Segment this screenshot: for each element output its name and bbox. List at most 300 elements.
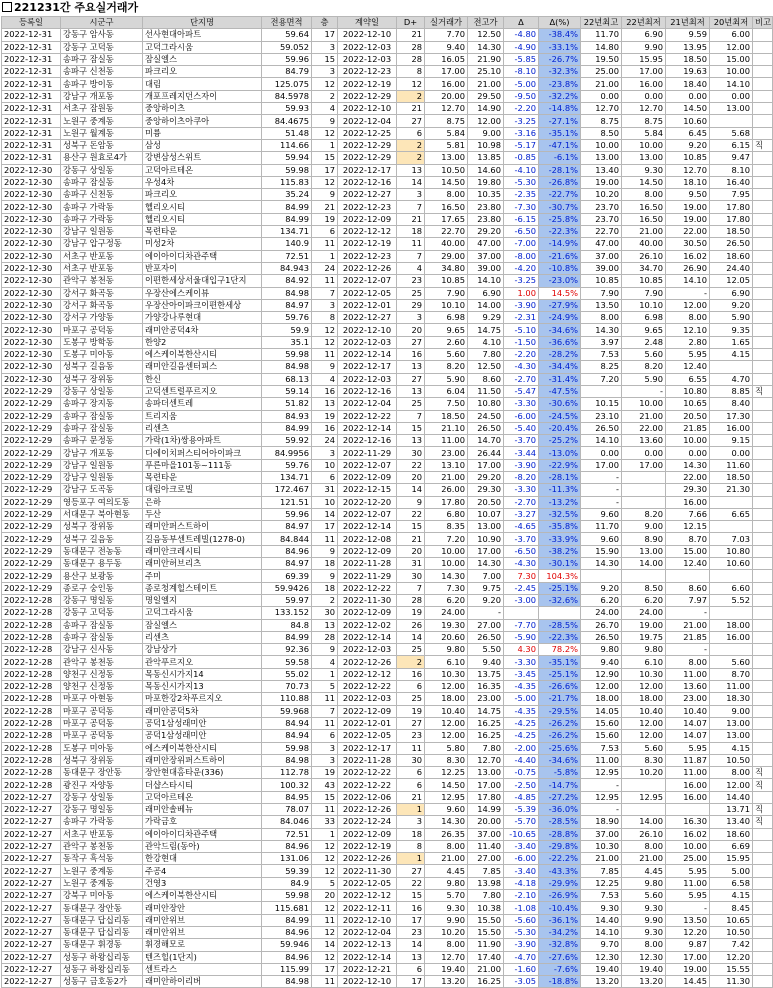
cell-low-21: 11.87 [666,754,710,766]
cell-high-22: 10.85 [581,275,622,287]
cell-low-22: 18.00 [622,693,666,705]
cell-delta-pct: -27.9% [539,299,581,311]
cell-district: 동작구 흑석동 [61,853,143,865]
cell-district: 송파구 잠실동 [61,53,143,65]
cell-area: 72.51 [262,828,312,840]
cell-delta-pct: -13.2% [539,496,581,508]
cell-delta: -5.10 [504,324,539,336]
cell-days: 27 [397,336,425,348]
cell-area: 59.98 [262,742,312,754]
cell-days: 9 [397,496,425,508]
cell-low-21: 12.00 [666,299,710,311]
cell-reg-date: 2022-12-30 [2,373,61,385]
cell-area: 84.99 [262,631,312,643]
cell-reg-date: 2022-12-29 [2,558,61,570]
cell-price: 6.10 [425,656,468,668]
cell-price: 40.00 [425,238,468,250]
cell-note: 직 [753,767,773,779]
cell-low-20: 6.60 [710,582,753,594]
cell-low-22: 16.50 [622,201,666,213]
cell-complex-name: 리센츠 [143,422,262,434]
cell-days: 26 [397,619,425,631]
cell-delta: -9.50 [504,90,539,102]
cell-delta: -2.20 [504,349,539,361]
cell-contract-date: 2022-12-03 [338,41,397,53]
cell-complex-name: 한강현대 [143,853,262,865]
cell-high-22: 11.70 [581,521,622,533]
cell-delta: -2.70 [504,373,539,385]
cell-district: 강북구 미아동 [61,890,143,902]
cell-low-21: 9.20 [666,139,710,151]
cell-complex-name: 래미안공덕4차 [143,324,262,336]
cell-delta: -2.20 [504,103,539,115]
cell-price: 10.20 [425,926,468,938]
cell-days: 14 [397,176,425,188]
table-row [2,496,773,508]
cell-delta: -1.60 [504,963,539,975]
cell-days: 27 [397,115,425,127]
table-row [2,250,773,262]
cell-low-20: 10.00 [710,66,753,78]
cell-district: 마포구 공덕동 [61,324,143,336]
cell-low-20: 15.55 [710,963,753,975]
cell-delta-pct: -25.2% [539,435,581,447]
cell-low-20: 5.00 [710,865,753,877]
cell-low-20: 10.65 [710,914,753,926]
cell-high-22: 12.30 [581,951,622,963]
cell-low-20: 7.03 [710,533,753,545]
cell-low-20: 12.00 [710,779,753,791]
cell-area: 112.78 [262,767,312,779]
cell-district: 도봉구 미아동 [61,742,143,754]
cell-contract-date: 2022-12-13 [338,939,397,951]
transaction-table [1,16,773,988]
cell-low-20: 18.00 [710,619,753,631]
cell-floor: 6 [312,471,338,483]
cell-price: 13.20 [425,976,468,988]
cell-floor: 43 [312,779,338,791]
cell-prev-high: 19.80 [468,176,504,188]
cell-delta-pct: -25.8% [539,213,581,225]
cell-floor: 10 [312,496,338,508]
cell-prev-high: 13.98 [468,877,504,889]
cell-floor: 1 [312,250,338,262]
cell-prev-high: 16.25 [468,730,504,742]
cell-delta-pct: -35.8% [539,521,581,533]
cell-area: 59.39 [262,865,312,877]
cell-delta: -7.30 [504,201,539,213]
cell-delta-pct: -28.5% [539,816,581,828]
cell-price: 9.80 [425,644,468,656]
cell-note [753,189,773,201]
table-row [2,287,773,299]
cell-reg-date: 2022-12-30 [2,189,61,201]
cell-delta-pct: -10.4% [539,902,581,914]
cell-low-20: 5.68 [710,127,753,139]
table-row [2,262,773,274]
cell-low-22: - [622,385,666,397]
cell-days: 11 [397,238,425,250]
cell-district: 성동구 하왕십리동 [61,951,143,963]
cell-high-22: 0.00 [581,447,622,459]
cell-note [753,361,773,373]
cell-district: 마포구 공덕동 [61,717,143,729]
cell-high-22: 19.40 [581,963,622,975]
cell-complex-name: 공덕1삼성래미안 [143,730,262,742]
cell-low-22: 9.65 [622,324,666,336]
cell-low-21: 12.20 [666,926,710,938]
cell-area: 84.943 [262,262,312,274]
cell-days: 22 [397,877,425,889]
cell-contract-date: 2022-12-17 [338,361,397,373]
cell-reg-date: 2022-12-28 [2,705,61,717]
cell-note [753,349,773,361]
cell-price: 5.81 [425,139,468,151]
cell-low-22 [622,471,666,483]
cell-delta: -5.85 [504,53,539,65]
cell-low-20: 14.10 [710,78,753,90]
cell-note: 직 [753,385,773,397]
cell-reg-date: 2022-12-28 [2,619,61,631]
cell-days: 4 [397,262,425,274]
cell-low-21: - [666,287,710,299]
cell-complex-name: 래미안솔베뉴 [143,804,262,816]
cell-prev-high: 27.00 [468,619,504,631]
cell-delta: -4.70 [504,951,539,963]
cell-reg-date: 2022-12-30 [2,213,61,225]
cell-price: 21.10 [425,422,468,434]
cell-reg-date: 2022-12-27 [2,951,61,963]
cell-note [753,926,773,938]
cell-days: 2 [397,139,425,151]
cell-note [753,668,773,680]
cell-low-22: 14.00 [622,558,666,570]
cell-reg-date: 2022-12-29 [2,435,61,447]
cell-complex-name: 헬리오시티 [143,201,262,213]
cell-note [753,865,773,877]
cell-district: 광진구 자양동 [61,779,143,791]
cell-days: 8 [397,840,425,852]
cell-prev-high: 14.90 [468,103,504,115]
cell-floor: 2 [312,90,338,102]
cell-complex-name: 반포자이 [143,262,262,274]
cell-price: 14.50 [425,779,468,791]
cell-complex-name: 가양강나루현대 [143,312,262,324]
cell-delta-pct: -22.3% [539,631,581,643]
cell-reg-date: 2022-12-27 [2,816,61,828]
cell-district: 강남구 일원동 [61,471,143,483]
cell-delta-pct: 14.5% [539,287,581,299]
cell-high-22: - [581,471,622,483]
cell-delta: -1.08 [504,902,539,914]
cell-area: 84.99 [262,422,312,434]
cell-prev-high: 10.80 [468,398,504,410]
cell-area: 70.73 [262,681,312,693]
cell-floor: 4 [312,103,338,115]
cell-delta: -3.40 [504,840,539,852]
cell-low-20: 0.00 [710,90,753,102]
cell-high-22: 13.50 [581,299,622,311]
cell-area: 59.96 [262,508,312,520]
cell-note [753,717,773,729]
cell-low-20: 6.00 [710,29,753,41]
cell-prev-high: 29.20 [468,471,504,483]
cell-delta-pct: -31.4% [539,373,581,385]
cell-low-22: 14.50 [622,176,666,188]
cell-area: 51.48 [262,127,312,139]
cell-high-22: 19.00 [581,176,622,188]
cell-low-22: 7.90 [622,287,666,299]
cell-high-22: 10.00 [581,139,622,151]
cell-delta: -3.27 [504,508,539,520]
cell-low-21: 16.00 [666,496,710,508]
cell-low-22: 10.85 [622,275,666,287]
cell-area: 59.9426 [262,582,312,594]
cell-price: 20.00 [425,90,468,102]
cell-low-20: 13.00 [710,717,753,729]
cell-low-21: 7.97 [666,594,710,606]
cell-district: 강남구 일원동 [61,226,143,238]
cell-low-21: 11.00 [666,877,710,889]
cell-area: 84.98 [262,361,312,373]
cell-contract-date: 2022-12-14 [338,349,397,361]
cell-delta: -5.60 [504,914,539,926]
cell-prev-high: 17.40 [468,951,504,963]
cell-delta-pct: -24.9% [539,312,581,324]
cell-note [753,398,773,410]
cell-low-21: 9.50 [666,189,710,201]
cell-price: 17.65 [425,213,468,225]
cell-complex-name: 잠실엘스 [143,53,262,65]
cell-delta-pct: -28.1% [539,164,581,176]
column-header-price: 실거래가 [425,17,468,29]
cell-reg-date: 2022-12-31 [2,152,61,164]
cell-district: 송파구 잠실동 [61,619,143,631]
cell-low-22: 12.70 [622,103,666,115]
cell-note [753,496,773,508]
cell-area: 84.8 [262,619,312,631]
cell-high-22 [581,385,622,397]
cell-delta: 1.00 [504,287,539,299]
table-row [2,902,773,914]
table-row [2,435,773,447]
cell-delta: -4.30 [504,361,539,373]
cell-reg-date: 2022-12-27 [2,890,61,902]
cell-price: 16.00 [425,78,468,90]
cell-delta: -2.70 [504,496,539,508]
cell-district: 도봉구 미아동 [61,349,143,361]
cell-prev-high: 17.80 [468,791,504,803]
cell-area: 59.93 [262,103,312,115]
cell-days: 21 [397,213,425,225]
cell-complex-name: 종로청계힐스테이트 [143,582,262,594]
cell-price: 14.30 [425,570,468,582]
cell-note [753,459,773,471]
cell-delta-pct: -20.4% [539,422,581,434]
cell-low-21: - [666,607,710,619]
cell-area: 59.96 [262,53,312,65]
cell-delta-pct: -11.3% [539,484,581,496]
cell-complex-name: 대림아크로빌 [143,484,262,496]
cell-reg-date: 2022-12-28 [2,656,61,668]
cell-contract-date: 2022-12-11 [338,902,397,914]
cell-reg-date: 2022-12-29 [2,582,61,594]
cell-prev-high: 15.50 [468,914,504,926]
cell-low-20: 1.65 [710,336,753,348]
cell-delta-pct: -28.8% [539,828,581,840]
cell-delta-pct: -34.6% [539,754,581,766]
cell-low-21: 10.80 [666,385,710,397]
cell-complex-name: 강남상가 [143,644,262,656]
cell-days: 22 [397,459,425,471]
cell-days: 2 [397,90,425,102]
table-row [2,349,773,361]
cell-high-22: 12.25 [581,877,622,889]
cell-low-21: 5.95 [666,865,710,877]
cell-floor: 12 [312,176,338,188]
cell-days: 25 [397,287,425,299]
cell-prev-high: 23.80 [468,201,504,213]
cell-high-22: 47.00 [581,238,622,250]
cell-low-20: 12.05 [710,275,753,287]
cell-low-22: 9.80 [622,877,666,889]
cell-contract-date: 2022-12-09 [338,213,397,225]
cell-low-20 [710,496,753,508]
cell-district: 노원구 월계동 [61,127,143,139]
cell-low-20 [710,644,753,656]
cell-floor: 12 [312,926,338,938]
cell-area: 59.76 [262,312,312,324]
table-row [2,115,773,127]
table-header [2,17,773,29]
cell-price: 14.30 [425,816,468,828]
cell-contract-date: 2022-12-04 [338,398,397,410]
cell-low-20: 5.90 [710,312,753,324]
cell-delta-pct: -43.3% [539,865,581,877]
cell-days: 28 [397,594,425,606]
cell-note [753,963,773,975]
cell-prev-high: 17.00 [468,545,504,557]
cell-area: 84.98 [262,287,312,299]
cell-delta-pct [539,607,581,619]
cell-low-22: 10.30 [622,668,666,680]
cell-reg-date: 2022-12-28 [2,717,61,729]
cell-days: 1 [397,853,425,865]
cell-high-22: 13.00 [581,152,622,164]
cell-contract-date: 2022-12-12 [338,890,397,902]
cell-prev-high: 25.10 [468,66,504,78]
cell-reg-date: 2022-12-28 [2,779,61,791]
cell-district: 마포구 공덕동 [61,730,143,742]
cell-low-21: 11.00 [666,767,710,779]
cell-floor: 9 [312,361,338,373]
cell-delta: -4.35 [504,681,539,693]
cell-contract-date: 2022-12-22 [338,582,397,594]
table-row [2,508,773,520]
cell-complex-name: 래미안위브 [143,914,262,926]
table-row [2,78,773,90]
cell-delta-pct: 78.2% [539,644,581,656]
cell-area: 84.79 [262,66,312,78]
cell-high-22: 19.50 [581,53,622,65]
cell-contract-date: 2022-11-28 [338,558,397,570]
cell-contract-date: 2022-11-28 [338,754,397,766]
cell-delta-pct: -21.6% [539,250,581,262]
cell-reg-date: 2022-12-29 [2,471,61,483]
cell-note [753,570,773,582]
cell-prev-high: 21.00 [468,78,504,90]
cell-low-20: 10.50 [710,926,753,938]
cell-note [753,41,773,53]
cell-high-22: 13.40 [581,164,622,176]
cell-low-22: 16.50 [622,213,666,225]
cell-days: 30 [397,570,425,582]
cell-floor: 13 [312,619,338,631]
cell-low-21: 18.40 [666,78,710,90]
cell-reg-date: 2022-12-29 [2,545,61,557]
cell-low-20: 7.95 [710,189,753,201]
cell-delta-pct: -22.9% [539,459,581,471]
cell-high-22: 6.20 [581,594,622,606]
table-row [2,361,773,373]
cell-prev-high: 14.70 [468,435,504,447]
cell-low-21: 12.40 [666,361,710,373]
cell-high-22: 9.80 [581,644,622,656]
cell-delta-pct: -32.5% [539,508,581,520]
cell-high-22: 21.00 [581,78,622,90]
cell-price: 19.40 [425,963,468,975]
cell-note [753,681,773,693]
cell-area: 59.64 [262,29,312,41]
cell-days: 23 [397,275,425,287]
cell-days: 23 [397,730,425,742]
cell-district: 동대문구 장안동 [61,767,143,779]
cell-days: 21 [397,29,425,41]
cell-district: 강동구 고덕동 [61,607,143,619]
cell-note [753,152,773,164]
cell-price: 8.00 [425,840,468,852]
cell-days: 21 [397,103,425,115]
cell-delta: -3.00 [504,594,539,606]
cell-area: 115.83 [262,176,312,188]
cell-low-21: 19.00 [666,963,710,975]
cell-price: 5.90 [425,373,468,385]
cell-delta: -3.05 [504,976,539,988]
cell-contract-date: 2022-12-09 [338,471,397,483]
cell-low-20: 15.95 [710,853,753,865]
cell-low-22 [622,804,666,816]
cell-high-22: 8.75 [581,115,622,127]
cell-prev-high: 21.00 [468,963,504,975]
cell-reg-date: 2022-12-27 [2,914,61,926]
cell-area: 68.13 [262,373,312,385]
cell-price: 13.10 [425,459,468,471]
cell-contract-date: 2022-12-19 [338,840,397,852]
cell-complex-name: 트리지움 [143,410,262,422]
table-row [2,570,773,582]
cell-floor: 31 [312,484,338,496]
cell-area: 100.32 [262,779,312,791]
cell-low-22 [622,570,666,582]
cell-days: 14 [397,631,425,643]
cell-district: 강동구 상일동 [61,164,143,176]
cell-delta-pct: -30.6% [539,398,581,410]
cell-low-22: 12.00 [622,717,666,729]
cell-low-20: 9.35 [710,324,753,336]
cell-reg-date: 2022-12-30 [2,361,61,373]
cell-reg-date: 2022-12-27 [2,865,61,877]
cell-delta-pct: -22.2% [539,853,581,865]
